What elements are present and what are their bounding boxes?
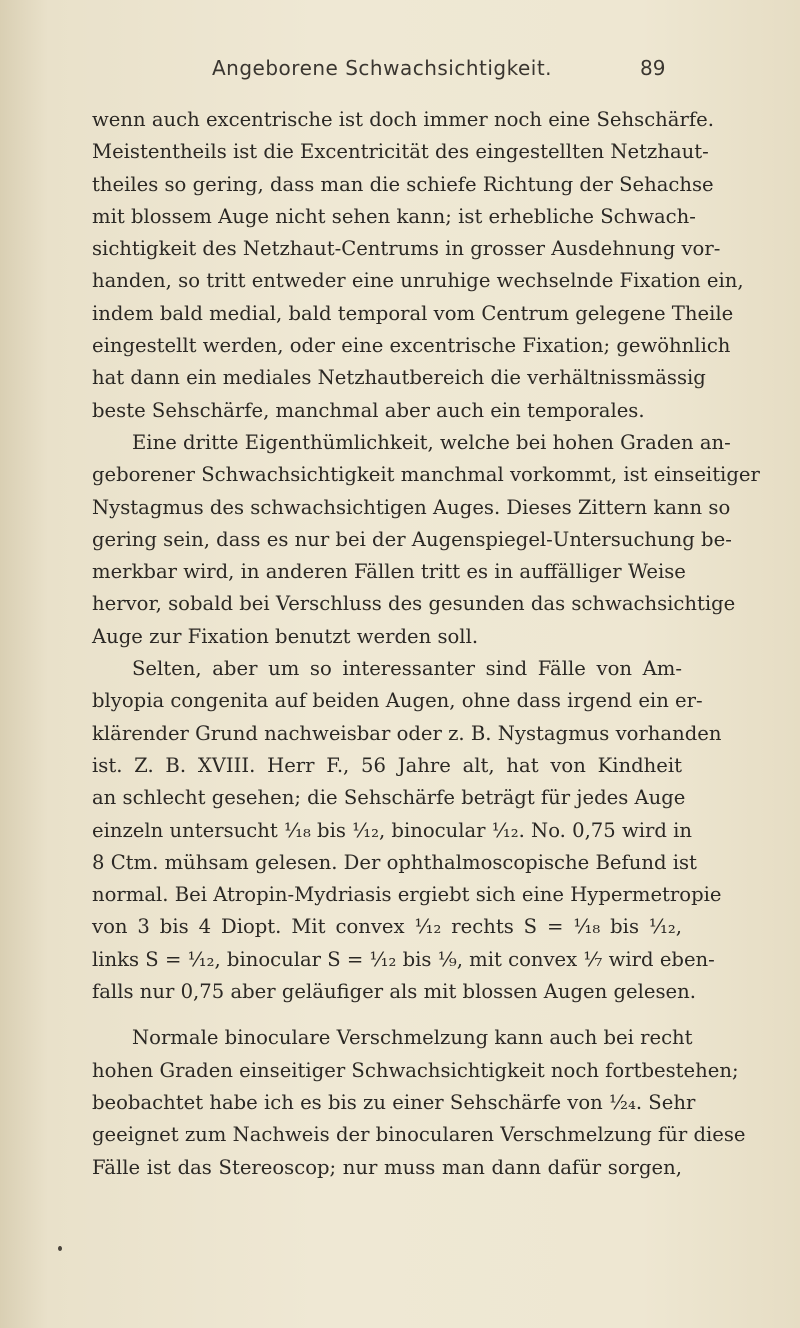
- text-line: Auge zur Fixation benutzt werden soll.: [92, 624, 479, 648]
- running-title: Angeborene Schwachsichtigkeit.: [212, 56, 553, 80]
- text-line: hat dann ein mediales Netzhautbereich die verhältnissmässig: [92, 366, 706, 390]
- text-line: theiles so gering, dass man die schiefe Richtung der Sehachse: [92, 172, 714, 196]
- paragraph: [92, 427, 760, 653]
- text-line: 8 Ctm. mühsam gelesen. Der ophthalmoscopische Befund ist: [92, 850, 697, 874]
- text-line: blyopia congenita auf beiden Augen, ohne dass irgend ein er-: [92, 689, 703, 713]
- text-line: wenn auch excentrische ist doch immer noch eine Sehschärfe.: [92, 108, 714, 131]
- text-line: beste Sehschärfe, manchmal aber auch ein temporales.: [92, 398, 645, 422]
- text-line: hervor, sobald bei Verschluss des gesunden das schwachsichtige: [92, 592, 736, 616]
- text-line: Fälle ist das Stereoscop; nur muss man dann dafür sorgen,: [92, 1155, 682, 1179]
- text-line: mit blossem Auge nicht sehen kann; ist erhebliche Schwach-: [92, 204, 696, 228]
- text-line: eingestellt werden, oder eine excentrische Fixation; gewöhnlich: [92, 334, 731, 358]
- text-line: klärender Grund nachweisbar oder z. B. Nystagmus vorhanden: [92, 721, 722, 745]
- text-line: Normale binoculare Verschmelzung kann auch bei recht: [132, 1026, 693, 1050]
- text-line: Nystagmus des schwachsichtigen Auges. Dieses Zittern kann so: [92, 495, 731, 519]
- paragraph: [92, 104, 744, 427]
- text-line: normal. Bei Atropin-Mydriasis ergiebt sich eine Hypermetropie: [92, 883, 722, 907]
- page-header: [0, 56, 800, 96]
- page-number: 89: [640, 56, 666, 80]
- ink-spot: [58, 1246, 62, 1251]
- text-line: geborener Schwachsichtigkeit manchmal vorkommt, ist einseitiger: [92, 463, 760, 487]
- paragraph: [92, 653, 722, 1008]
- paragraph: [92, 1022, 746, 1183]
- text-line: gering sein, dass es nur bei der Augenspiegel-Untersuchung be-: [92, 527, 732, 551]
- text-line: einzeln untersucht ¹⁄₁₈ bis ¹⁄₁₂, binocular ¹⁄₁₂. No. 0,75 wird in: [92, 818, 693, 842]
- text-line: Selten, aber um so interessanter sind Fälle von Am-: [132, 657, 682, 681]
- text-line: ist. Z. B. XVIII. Herr F., 56 Jahre alt, hat von Kindheit: [92, 753, 682, 777]
- text-line: Meistentheils ist die Excentricität des eingestellten Netzhaut-: [92, 140, 709, 164]
- text-line: merkbar wird, in anderen Fällen tritt es in auffälliger Weise: [92, 560, 686, 584]
- text-line: falls nur 0,75 aber geläufiger als mit blossen Augen gelesen.: [92, 980, 696, 1004]
- body-text: [92, 104, 760, 1184]
- text-line: beobachtet habe ich es bis zu einer Sehschärfe von ¹⁄₂₄. Sehr: [92, 1090, 696, 1114]
- paragraph-gap: [92, 1008, 682, 1022]
- text-line: geeignet zum Nachweis der binocularen Verschmelzung für diese: [92, 1123, 746, 1147]
- text-line: hohen Graden einseitiger Schwachsichtigkeit noch fortbestehen;: [92, 1058, 739, 1082]
- text-line: indem bald medial, bald temporal vom Centrum gelegene Theile: [92, 301, 734, 325]
- text-line: an schlecht gesehen; die Sehschärfe beträgt für jedes Auge: [92, 786, 686, 810]
- text-line: sichtigkeit des Netzhaut-Centrums in grosser Ausdehnung vor-: [92, 237, 721, 261]
- text-line: links S = ¹⁄₁₂, binocular S = ¹⁄₁₂ bis ¹⁄₉, mit convex ¹⁄₇ wird eben-: [92, 947, 715, 971]
- text-line: von 3 bis 4 Diopt. Mit convex ¹⁄₁₂ rechts S = ¹⁄₁₈ bis ¹⁄₁₂,: [92, 915, 682, 939]
- text-line: handen, so tritt entweder eine unruhige wechselnde Fixation ein,: [92, 269, 744, 293]
- text-line: Eine dritte Eigenthümlichkeit, welche bei hohen Graden an-: [132, 430, 731, 454]
